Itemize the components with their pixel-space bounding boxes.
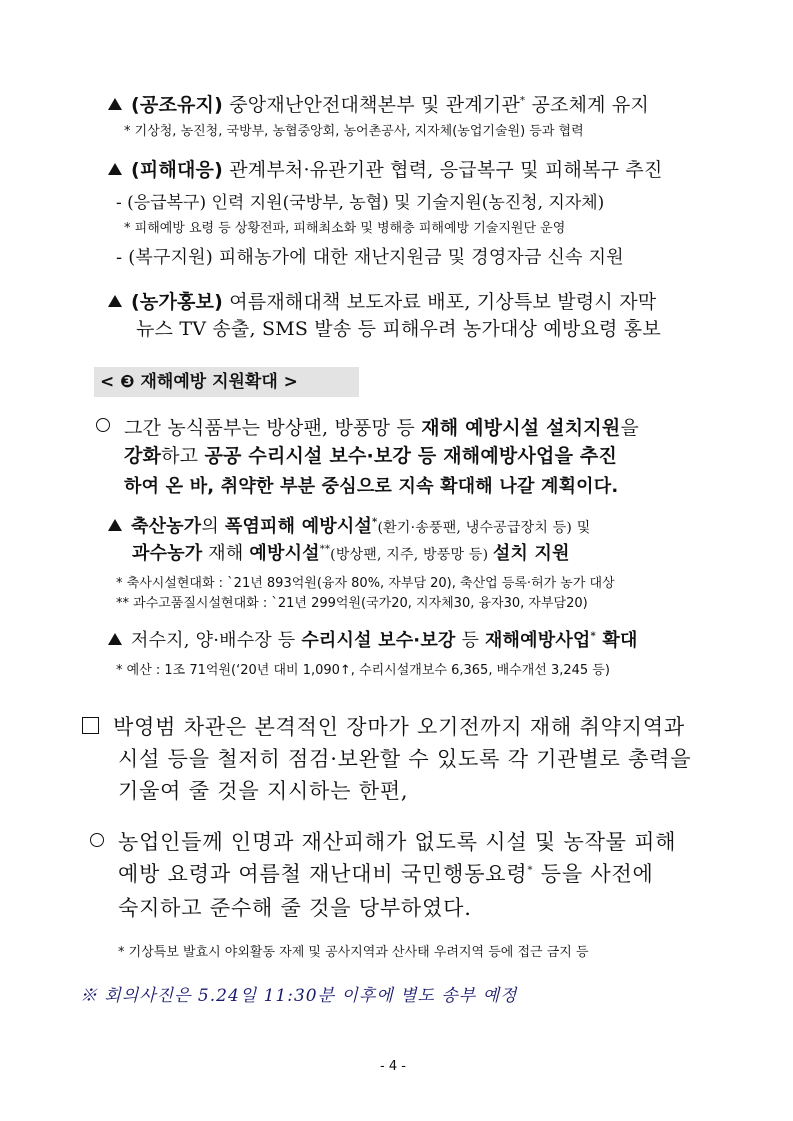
fruit-item bbox=[132, 545, 570, 563]
support-line1 bbox=[96, 418, 639, 438]
pr-label: (농가홍보) bbox=[131, 291, 223, 313]
farmers-text2b: 등을 사전에 bbox=[533, 862, 654, 886]
irrigation-mark: * bbox=[590, 631, 596, 642]
irrigation-text1: 저수지, 양·배수장 등 bbox=[131, 630, 302, 651]
triangle-bullet-icon bbox=[108, 98, 122, 110]
damage-sub2: - (복구지원) 피해농가에 대한 재난지원금 및 경영자금 신속 지원 bbox=[116, 247, 624, 268]
circle-bullet-icon bbox=[96, 418, 110, 432]
damage-sub1: - (응급복구) 인력 지원(국방부, 농협) 및 기술지원(농진청, 지자체) bbox=[116, 193, 605, 213]
support-p1-bold: 재해 예방시설 설치지원 bbox=[421, 417, 621, 439]
fruit-mark: ** bbox=[319, 544, 331, 555]
irrigation-facility: 수리시설 보수·보강 bbox=[301, 630, 456, 651]
square-bullet-icon bbox=[82, 717, 99, 734]
support-line3: 하여 온 바, 취약한 부분 중심으로 지속 확대해 나갈 계획이다. bbox=[124, 476, 619, 497]
damage-text: 관계부처·유관기관 협력, 응급복구 및 피해복구 추진 bbox=[222, 159, 663, 181]
fruit-label: 과수농가 bbox=[132, 543, 203, 564]
coop-label: (공조유지) bbox=[131, 94, 223, 116]
coop-text2: 공조체계 유지 bbox=[525, 94, 650, 116]
support-line2 bbox=[124, 447, 617, 466]
triangle-bullet-icon bbox=[108, 519, 122, 531]
support-p1-pre: 그간 농식품부는 방상팬, 방풍망 등 bbox=[124, 417, 422, 439]
coop-note: * 기상청, 농진청, 국방부, 농협중앙회, 농어촌공사, 지자체(농업기술원) 등과 협력 bbox=[124, 124, 584, 139]
irrigation-item bbox=[108, 632, 638, 650]
irrigation-text2: 등 bbox=[455, 630, 485, 651]
pr-line1: 여름재해대책 보도자료 배포, 기상특보 발령시 자막 bbox=[222, 291, 657, 313]
livestock-label: 축산농가 bbox=[131, 516, 202, 537]
fruit-text2: (방상팬, 지주, 방풍망 등) bbox=[330, 547, 493, 563]
page-number: - 4 - bbox=[380, 1059, 406, 1074]
damage-label: (피해대응) bbox=[131, 159, 223, 181]
irrigation-expand: 확대 bbox=[595, 630, 638, 651]
support-note1: * 축사시설현대화 : `21년 893억원(융자 80%, 자부담 20), 축산업 등록·허가 농가 대상 bbox=[116, 576, 615, 591]
section-title: < ❸ 재해예방 지원확대 > bbox=[100, 372, 298, 392]
farmers-text1: 농업인들께 인명과 재산피해가 없도록 시설 및 농작물 피해 bbox=[118, 830, 677, 854]
photo-note: ※ 회의사진은 5.24일 11:30분 이후에 별도 송부 예정 bbox=[80, 986, 518, 1006]
livestock-text2: (환기·송풍팬, 냉수공급장치 등) 및 bbox=[377, 520, 591, 536]
livestock-mark: * bbox=[372, 517, 378, 528]
fruit-support: 설치 지원 bbox=[492, 543, 570, 564]
farmers-mark: * bbox=[527, 865, 534, 876]
vice-line2: 시설 등을 철저히 점검·보완할 수 있도록 각 기관별로 총력을 bbox=[118, 747, 692, 771]
circle-bullet-icon bbox=[90, 833, 104, 847]
support-p2-b1: 강화 bbox=[124, 445, 162, 467]
support-p2-b2: 공공 수리시설 보수·보강 등 재해예방사업을 추진 bbox=[204, 445, 618, 467]
livestock-facility: 폭염피해 예방시설 bbox=[224, 516, 373, 537]
farmers-line2 bbox=[118, 864, 654, 885]
damage-item bbox=[108, 161, 663, 180]
vice-line1 bbox=[82, 717, 685, 738]
support-p1-post: 을 bbox=[620, 417, 639, 439]
support-p2-mid: 하고 bbox=[161, 445, 205, 467]
livestock-text1: 의 bbox=[201, 516, 225, 537]
pr-item bbox=[108, 293, 656, 312]
triangle-bullet-icon bbox=[108, 633, 122, 645]
coop-item bbox=[108, 96, 649, 115]
pr-line2: 뉴스 TV 송출, SMS 발송 등 피해우려 농가대상 예방요령 홍보 bbox=[136, 318, 661, 340]
vice-line3: 기울여 줄 것을 지시하는 한편, bbox=[118, 779, 409, 803]
farmers-text2a: 예방 요령과 여름철 재난대비 국민행동요령 bbox=[118, 862, 528, 886]
triangle-bullet-icon bbox=[108, 163, 122, 175]
farmers-note: * 기상특보 발효시 야외활동 자제 및 공사지역과 산사태 우려지역 등에 접근 금지 등 bbox=[118, 945, 589, 960]
irrigation-note: * 예산 : 1조 71억원(‘20년 대비 1,090↑, 수리시설개보수 6,365, 배수개선 3,245 등) bbox=[116, 663, 610, 678]
farmers-line3: 숙지하고 준수해 줄 것을 당부하였다. bbox=[118, 896, 472, 920]
farmers-line1 bbox=[90, 832, 676, 853]
triangle-bullet-icon bbox=[108, 295, 122, 307]
irrigation-project: 재해예방사업 bbox=[484, 630, 591, 651]
livestock-item bbox=[108, 518, 590, 536]
coop-mark: * bbox=[520, 95, 526, 107]
fruit-facility: 예방시설 bbox=[249, 543, 320, 564]
support-note2: ** 과수고품질시설현대화 : `21년 299억원(국가20, 지자체30, 융자30, 자부담20) bbox=[116, 596, 588, 611]
damage-sub1-note: * 피해예방 요령 등 상황전파, 피해최소화 및 병해충 피해예방 기술지원단 운영 bbox=[124, 221, 566, 236]
fruit-text1: 재해 bbox=[202, 543, 250, 564]
coop-text: 중앙재난안전대책본부 및 관계기관 bbox=[222, 94, 521, 116]
vice-text1: 박영범 차관은 본격적인 장마가 오기전까지 재해 취약지역과 bbox=[113, 715, 685, 739]
